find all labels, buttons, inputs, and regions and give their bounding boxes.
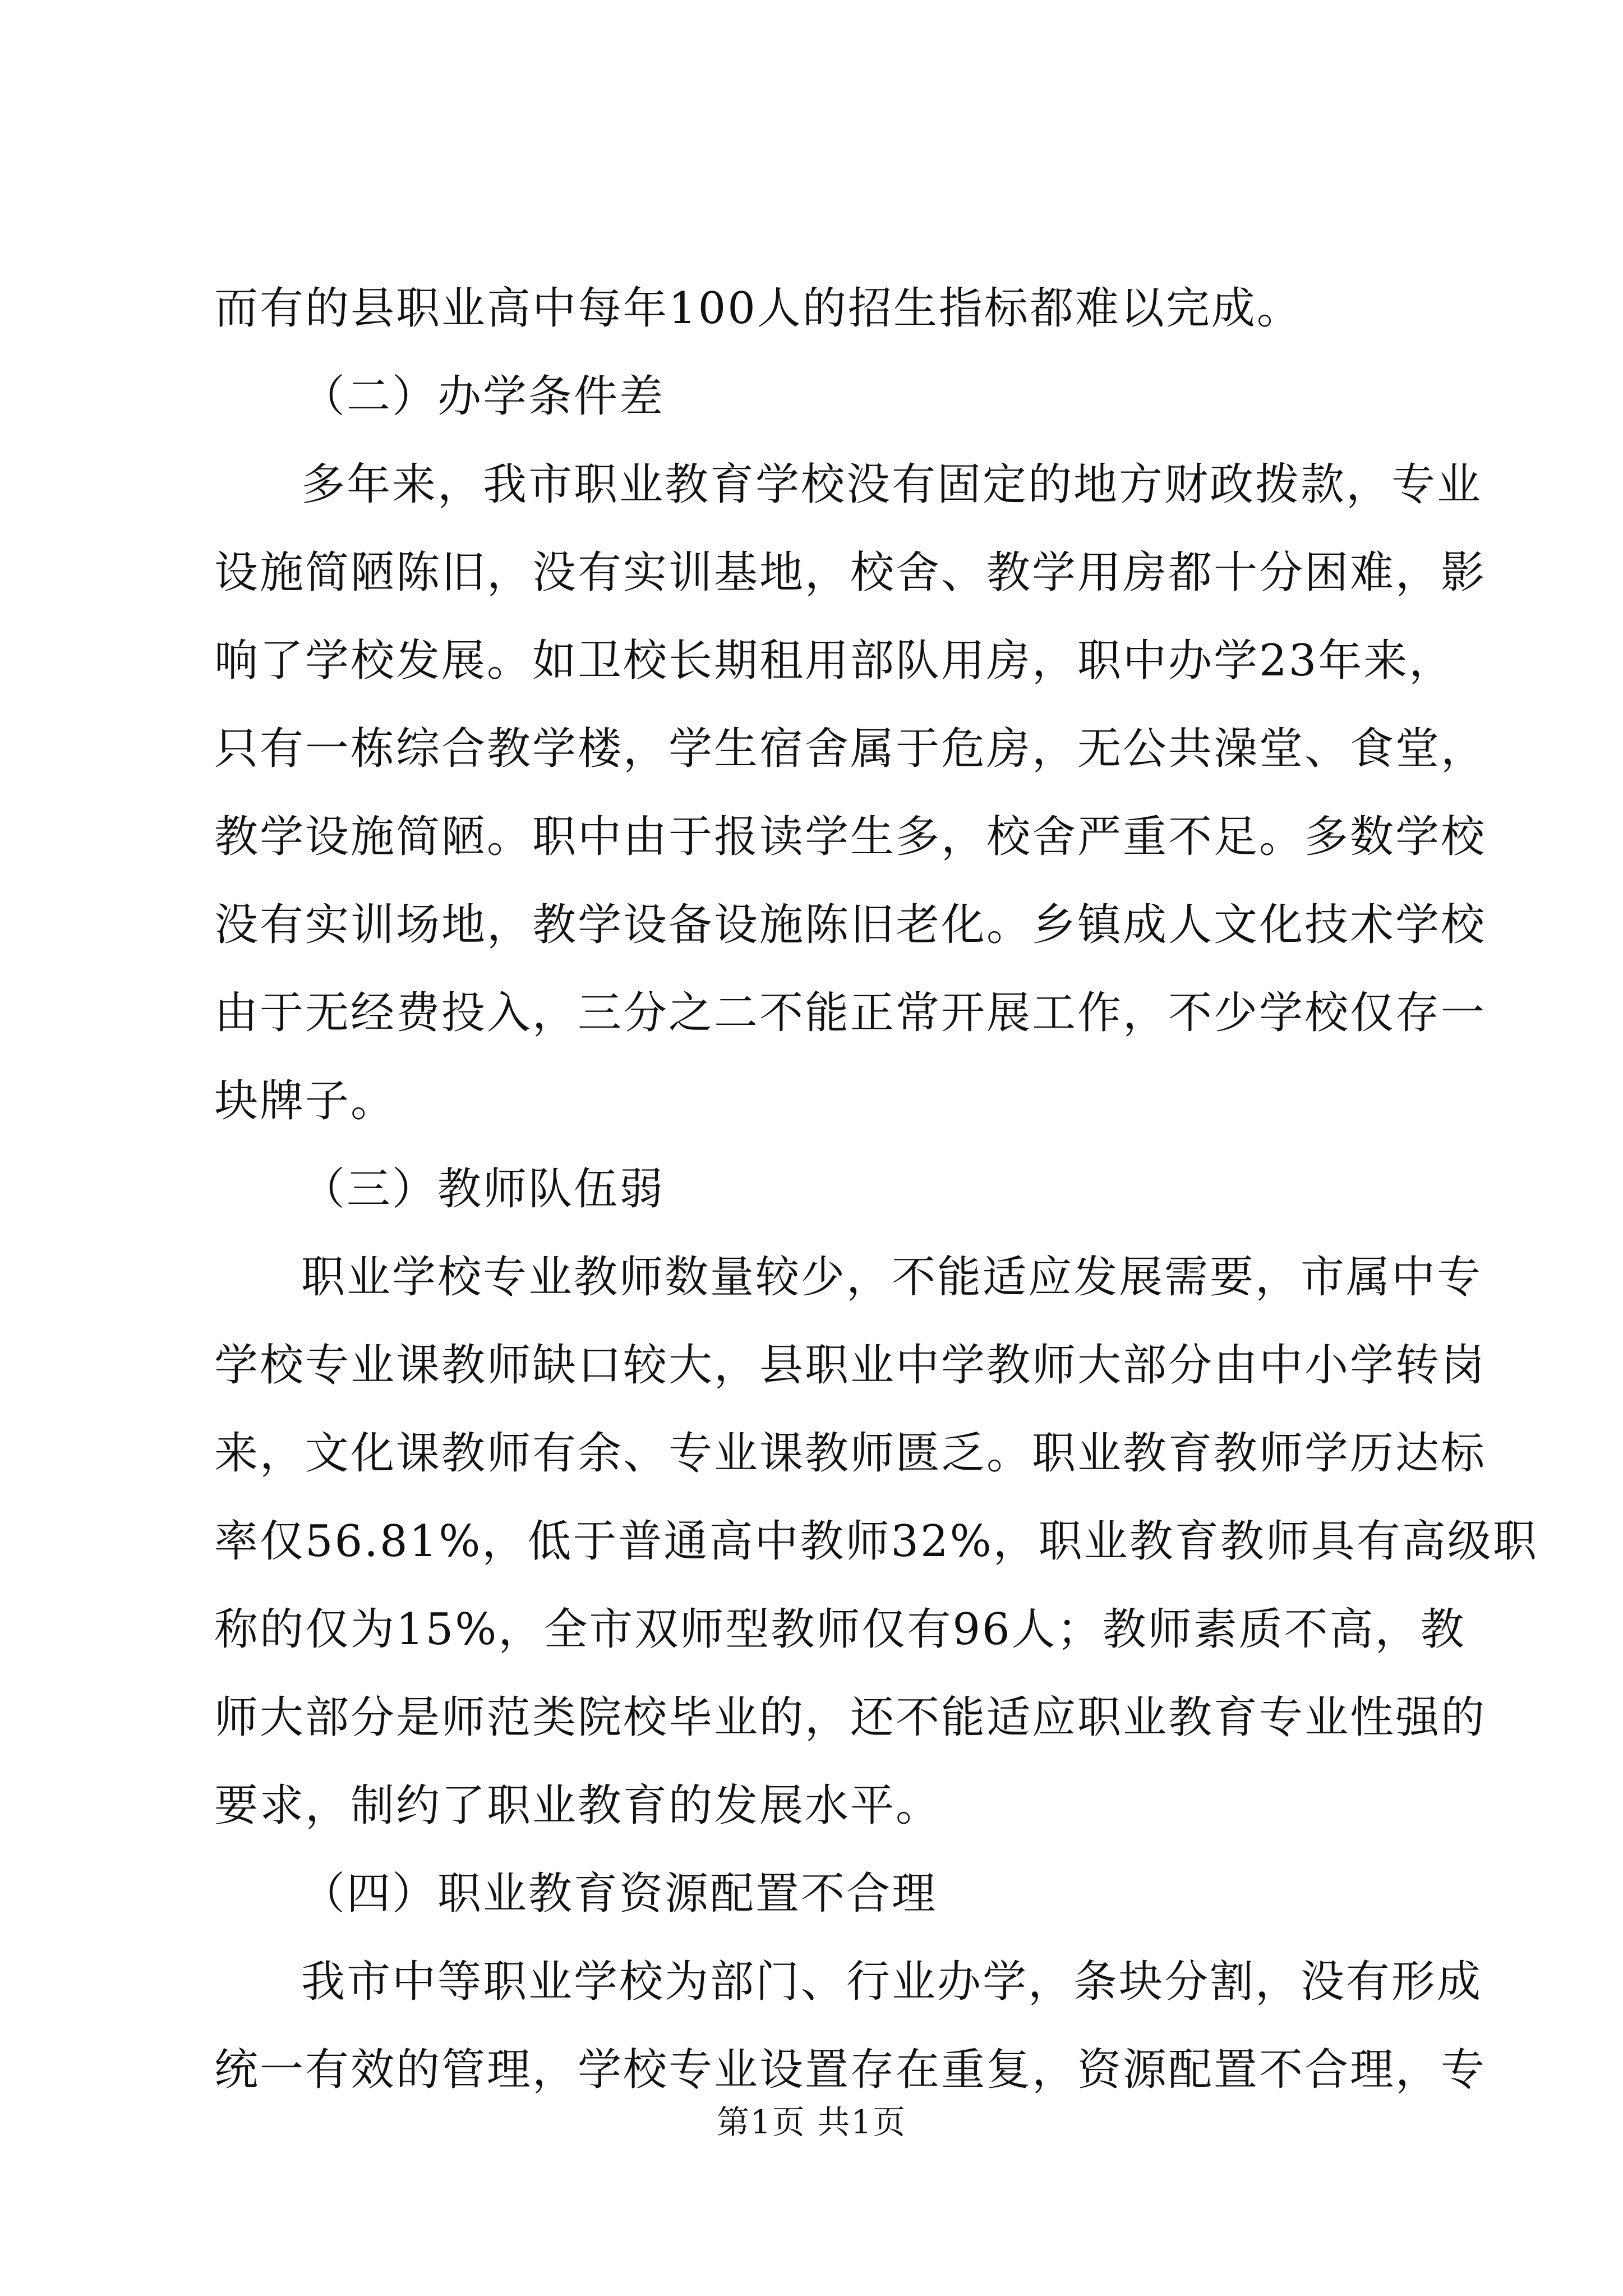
paragraph-teachers-line-4: 率仅56.81%，低于普通高中教师32%，职业教育教师具有高级职 (214, 1516, 1538, 1567)
paragraph-teachers-line-6: 师大部分是师范类院校毕业的，还不能适应职业教育专业性强的 (214, 1692, 1487, 1743)
paragraph-conditions-line-3: 响了学校发展。如卫校长期租用部队用房，职中办学23年来， (214, 636, 1455, 686)
paragraph-teachers-line-1: 职业学校专业教师数量较少，不能适应发展需要，市属中专 (301, 1252, 1483, 1303)
paragraph-teachers-line-3: 来，文化课教师有余、专业课教师匮乏。职业教育教师学历达标 (214, 1428, 1487, 1479)
paragraph-conditions-line-4: 只有一栋综合教学楼，学生宿舍属于危房，无公共澡堂、食堂， (214, 724, 1487, 774)
document-body (214, 265, 1538, 2114)
section-heading-resources: （四）职业教育资源配置不合理 (301, 1869, 938, 1919)
paragraph-conditions-line-1: 多年来，我市职业教育学校没有固定的地方财政拨款，专业 (301, 459, 1483, 510)
paragraph-conditions-line-5: 教学设施简陋。职中由于报读学生多，校舍严重不足。多数学校 (214, 812, 1487, 862)
section-heading-conditions: （二）办学条件差 (301, 371, 665, 422)
text-line-continuation: 而有的县职业高中每年100人的招生指标都难以完成。 (214, 283, 1302, 334)
paragraph-conditions-line-2: 设施简陋陈旧，没有实训基地，校舍、教学用房都十分困难，影 (214, 547, 1487, 598)
paragraph-resources-line-2: 统一有效的管理，学校专业设置存在重复，资源配置不合理，专 (214, 2045, 1487, 2095)
paragraph-conditions-line-7: 由于无经费投入，三分之二不能正常开展工作，不少学校仅存一 (214, 988, 1487, 1038)
paragraph-conditions-line-6: 没有实训场地，教学设备设施陈旧老化。乡镇成人文化技术学校 (214, 900, 1487, 950)
page-footer: 第1页 共1页 (716, 2103, 907, 2141)
paragraph-resources-line-1: 我市中等职业学校为部门、行业办学，条块分割，没有形成 (301, 1957, 1483, 2007)
paragraph-conditions-line-8: 块牌子。 (214, 1076, 396, 1126)
paragraph-teachers-line-5: 称的仅为15%，全市双师型教师仅有96人；教师素质不高，教 (214, 1604, 1466, 1655)
paragraph-teachers-line-7: 要求，制约了职业教育的发展水平。 (214, 1780, 942, 1831)
section-heading-teachers: （三）教师队伍弱 (301, 1164, 665, 1214)
paragraph-teachers-line-2: 学校专业课教师缺口较大，县职业中学教师大部分由中小学转岗 (214, 1340, 1487, 1391)
